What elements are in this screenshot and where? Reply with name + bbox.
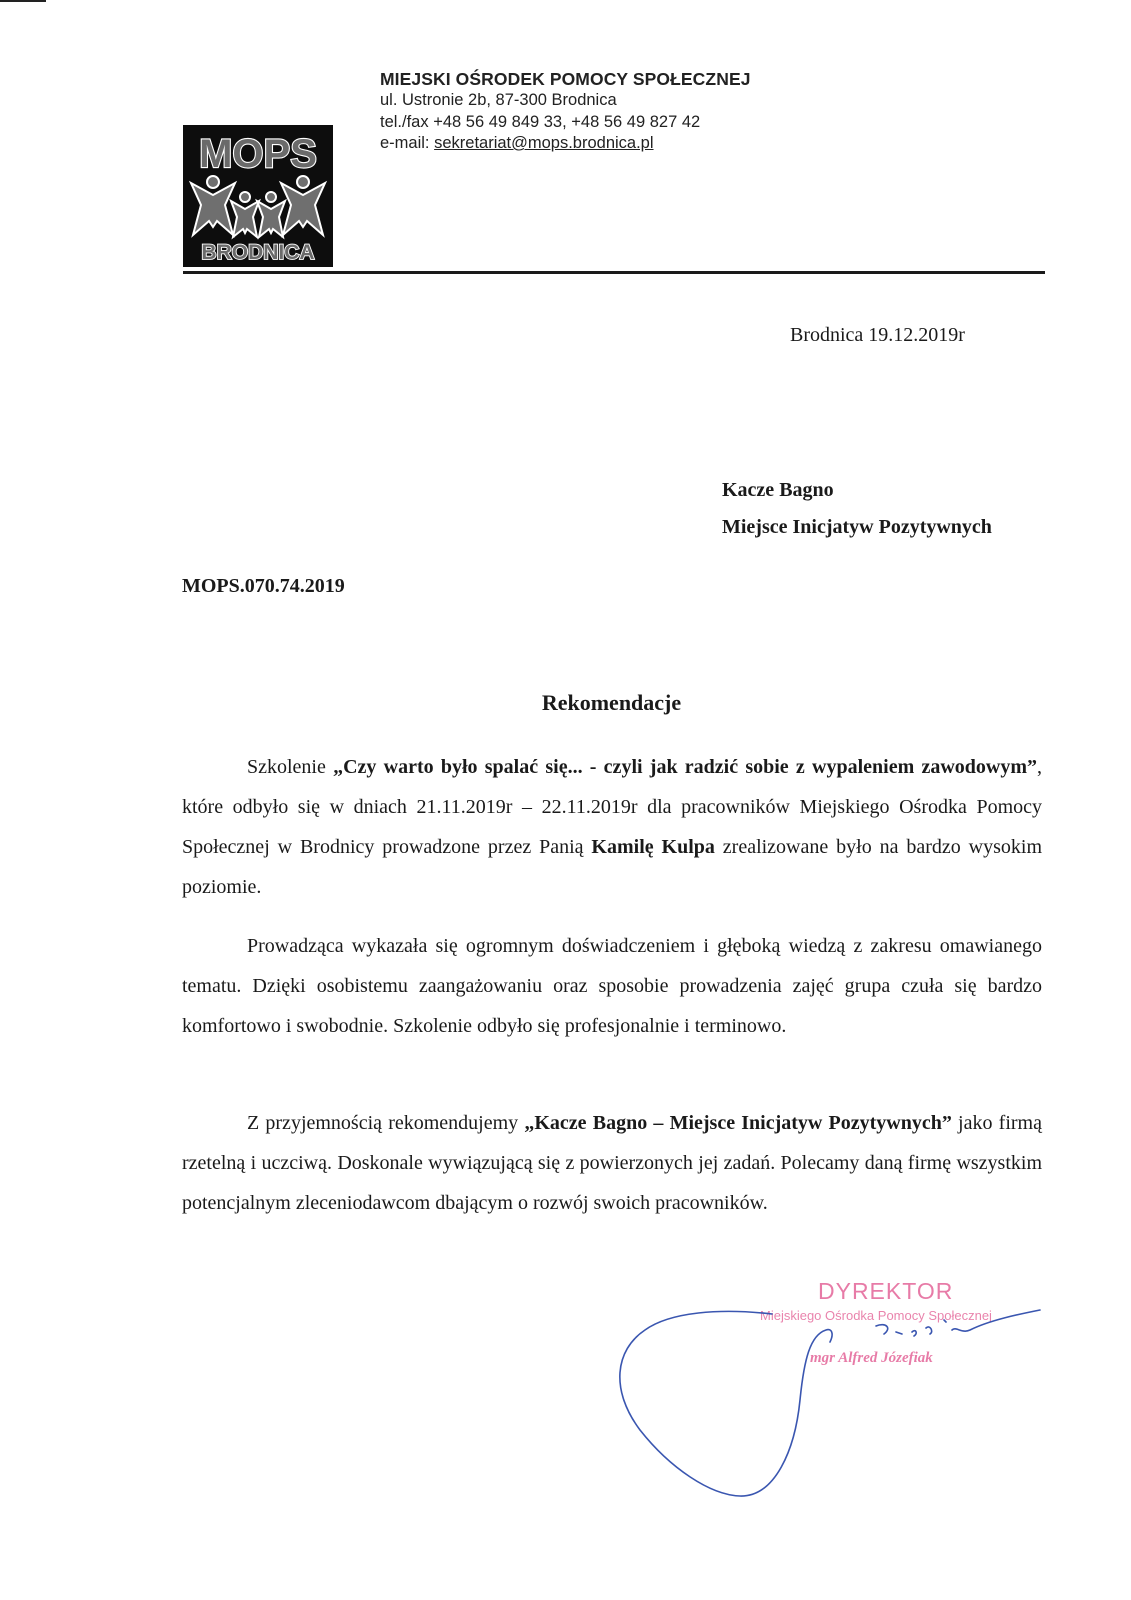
document-title: Rekomendacje bbox=[541, 690, 682, 715]
paragraph-1 bbox=[182, 747, 1042, 907]
p1-text-3: zrealizowane było na bardzo wysokim poziomie. bbox=[182, 836, 1042, 898]
signature-loop bbox=[620, 1311, 832, 1496]
signature-scribble bbox=[876, 1310, 1040, 1336]
handwritten-signature bbox=[600, 1290, 1060, 1510]
p3-text-2: jako firmą rzetelną i uczciwą. Doskonale wywiązującą się z powierzonych jej zadań. Polecamy daną firmę wszystkim potencjalnym zleceniodawcom dbającym o rozwój swoich pracowników. bbox=[182, 1112, 1042, 1214]
org-address: ul. Ustronie 2b, 87-300 Brodnica bbox=[380, 91, 617, 109]
stamp-organization: Miejskiego Ośrodka Pomocy Społecznej bbox=[760, 1308, 992, 1323]
org-phone: tel./fax +48 56 49 849 33, +48 56 49 827 42 bbox=[380, 112, 701, 131]
org-email-line bbox=[380, 133, 751, 155]
addressee-line-1: Kacze Bagno bbox=[722, 479, 834, 501]
stamp-name: mgr Alfred Józefiak bbox=[810, 1350, 933, 1366]
p1-text-1: Szkolenie bbox=[247, 756, 334, 778]
paragraph-3 bbox=[182, 1103, 1042, 1223]
p1-text-2: , które odbyło się w dniach 21.11.2019r – 22.11.2019r dla pracowników Miejskiego Ośrodka Pomocy Społecznej w Brodnicy prowadzone przez Panią bbox=[182, 756, 1043, 858]
paragraph-2 bbox=[182, 926, 1042, 1046]
training-title: „Czy warto było spalać się... - czyli jak radzić sobie z wypaleniem zawodowym” bbox=[333, 756, 1038, 778]
logo-text-mops: MOPS bbox=[199, 132, 317, 176]
logo-text-brodnica: BRODNICA bbox=[201, 241, 315, 264]
mops-brodnica-logo bbox=[183, 125, 333, 267]
p2-text: Prowadząca wykazała się ogromnym doświadczeniem i głęboką wiedzą z zakresu omawianego tematu. Dzięki osobistemu zaangażowaniu oraz sposobie prowadzenia zajęć grupa czuła się bardzo komfortowo i swobodnie. Szkolenie odbyło się profesjonalnie i terminowo. bbox=[182, 935, 1042, 1037]
letterhead-info bbox=[380, 68, 751, 155]
scan-corner-mark bbox=[0, 0, 46, 2]
email-link[interactable]: sekretariat@mops.brodnica.pl bbox=[434, 134, 654, 152]
email-label: e-mail: bbox=[380, 134, 435, 152]
addressee-line-2: Miejsce Inicjatyw Pozytywnych bbox=[722, 516, 992, 538]
letterhead-divider bbox=[183, 271, 1045, 274]
org-name: MIEJSKI OŚRODEK POMOCY SPOŁECZNEJ bbox=[380, 69, 751, 89]
reference-number: MOPS.070.74.2019 bbox=[182, 575, 345, 597]
trainer-name: Kamilę Kulpa bbox=[591, 836, 715, 858]
addressee bbox=[722, 472, 992, 546]
letter-date: Brodnica 19.12.2019r bbox=[790, 324, 965, 346]
p3-text-1: Z przyjemnością rekomendujemy bbox=[247, 1112, 525, 1134]
recommended-company: „Kacze Bagno – Miejsce Inicjatyw Pozytywnych” bbox=[524, 1112, 952, 1134]
stamp-title: DYREKTOR bbox=[818, 1278, 954, 1304]
